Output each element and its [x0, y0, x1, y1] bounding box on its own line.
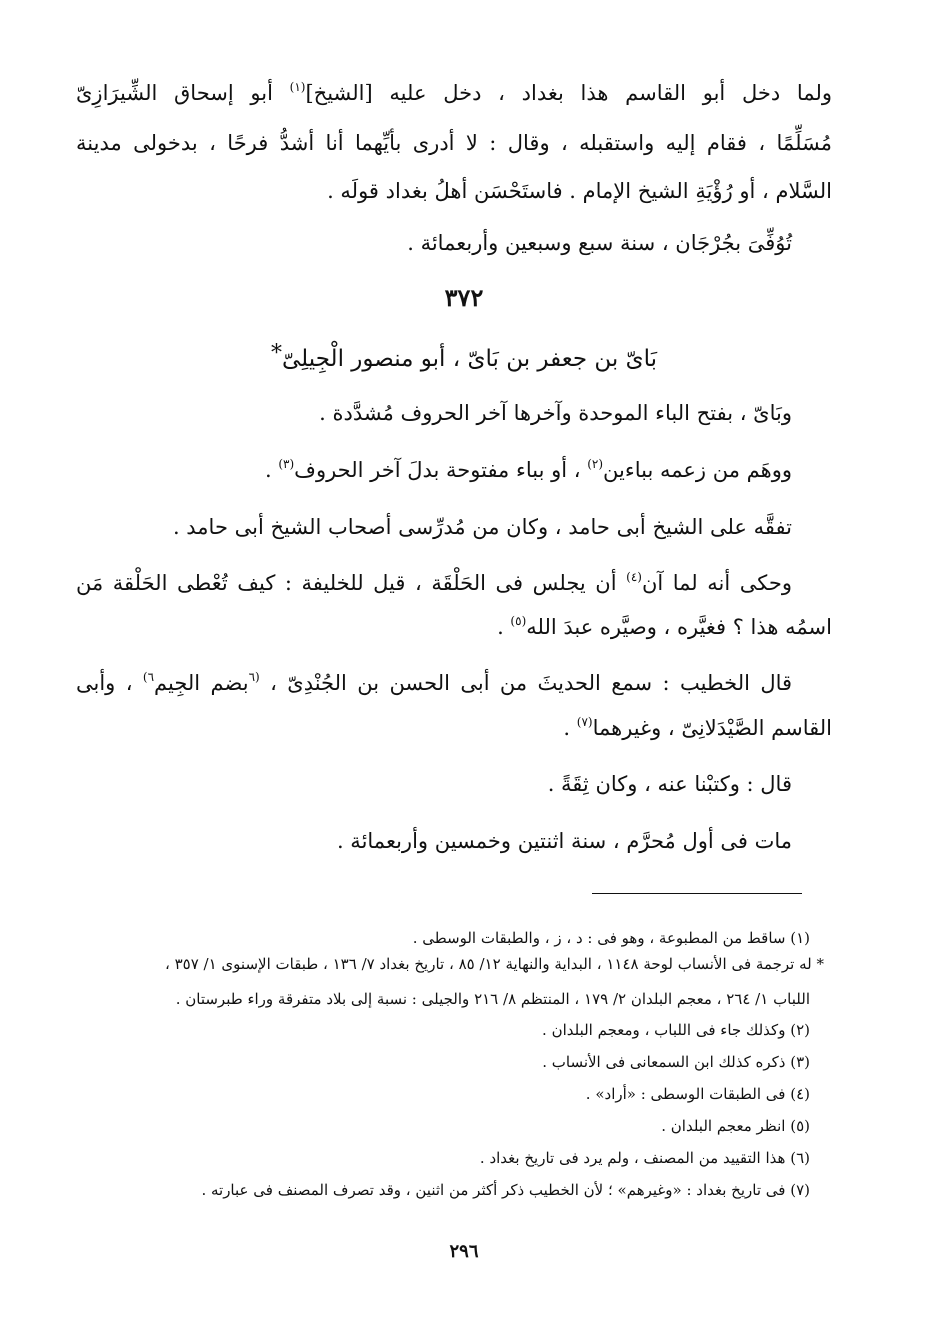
footnote-ref-2: (٢)	[587, 457, 604, 471]
entry-number: ٣٧٢	[444, 283, 484, 312]
entry-paragraph-4-line-1: وحكى أنه لما آن$^{(٤)}$ أن يجلس فى الحَلْقَة ، قيل للخليفة : كيف تُعْطى الحَلْقة مَن	[76, 570, 792, 595]
entry-paragraph-6: قال : وكتبْنا عنه ، وكان ثِقَةً .	[547, 772, 792, 796]
entry-paragraph-2: ووهَم من زعمه بباءين$^{(٢)}$ ، أو بباء مفتوحة بدلَ آخر الحروف$^{(٣)}$ .	[264, 457, 792, 482]
footnote-ref-7: (٧)	[576, 715, 593, 729]
prev-entry-line-1: ولما دخل أبو القاسم هذا بغداد ، دخل عليه [الشيخ]$^{(١)}$ أبو إسحاق الشِّيرَازِىّ	[76, 80, 832, 105]
entry-paragraph-5-line-2: القاسم الصَّيْدَلانِىّ ، وغيرهما$^{(٧)}$ .	[563, 715, 832, 740]
footnote-4: (٤) فى الطبقات الوسطى : «أراد» .	[585, 1085, 810, 1103]
footnote-3: (٣) ذكره كذلك ابن السمعانى فى الأنساب .	[542, 1053, 810, 1071]
footnote-ref-4: (٤)	[626, 570, 642, 584]
footnote-ref-6-close: ٦)	[142, 670, 155, 684]
entry-title: بَاىّ بن جعفر بن بَاىّ ، أبو منصور الْجِيلِىّ*	[270, 341, 658, 372]
entry-paragraph-7: مات فى أول مُحرَّم ، سنة اثنتين وخمسين وأربعمائة .	[336, 829, 792, 853]
footnote-5: (٥) انظر معجم البلدان .	[661, 1117, 810, 1135]
footnote-star-line-1: * له ترجمة فى الأنساب لوحة ١١٤٨ ، البداية والنهاية ١٢/ ٨٥ ، تاريخ بغداد ٧/ ١٣٦ ، طبقات الإسنوى ١/ ٣٥٧ ،	[164, 955, 824, 973]
entry-title-footnote-star: *	[270, 341, 282, 366]
page-number: ٢٩٦	[449, 1241, 479, 1262]
prev-entry-death-note: تُوُفِّىَ بجُرْجَان ، سنة سبع وسبعين وأربعمائة .	[407, 231, 792, 255]
footnote-ref-5: (٥)	[510, 614, 527, 628]
footnote-ref-6-open: (٦	[248, 670, 260, 684]
entry-paragraph-1: وبَاىّ ، بفتح الباء الموحدة وآخرها آخر الحروف مُشدَّدة .	[319, 401, 792, 425]
footnote-separator	[592, 893, 802, 894]
footnote-7: (٧) فى تاريخ بغداد : «وغيرهم» ؛ لأن الخطيب ذكر أكثر من اثنين ، وقد تصرف المصنف فى عبارته .	[201, 1181, 810, 1199]
footnote-6: (٦) هذا التقييد من المصنف ، ولم يرد فى تاريخ بغداد .	[479, 1149, 810, 1167]
prev-entry-line-3: السَّلام ، أو رُؤْيَةِ الشيخ الإمام . فاستَحْسَن أهلُ بغداد قولَه .	[327, 179, 832, 203]
entry-paragraph-3: تفقَّه على الشيخ أبى حامد ، وكان من مُدرِّسى أصحاب الشيخ أبى حامد .	[172, 515, 792, 539]
footnote-star-line-2: اللباب ١/ ٢٦٤ ، معجم البلدان ٢/ ١٧٩ ، المنتظم ٨/ ٢١٦ والجيلى : نسبة إلى بلاد متفرقة وراء طبرستان .	[175, 990, 810, 1008]
entry-paragraph-4-line-2: اسمُه هذا ؟ فغيَّره ، وصيَّره عبدَ الله$^{(٥)}$ .	[497, 614, 832, 639]
footnote-2: (٢) وكذلك جاء فى اللباب ، ومعجم البلدان .	[542, 1021, 810, 1039]
footnote-ref-3: (٣)	[278, 457, 295, 471]
prev-entry-line-2: مُسَلِّمًا ، فقام إليه واستقبله ، وقال : لا أدرى بأيِّهما أنا أشدُّ فرحًا ، بدخولى مدينة	[76, 131, 832, 155]
footnote-ref-1: (١)	[289, 80, 306, 94]
footnote-1: (١) ساقط من المطبوعة ، وهو فى : د ، ز ، والطبقات الوسطى .	[412, 929, 810, 947]
entry-paragraph-5-line-1: قال الخطيب : سمع الحديثَ من أبى الحسن بن الجُنْدِىّ ، $^{(٦}$بضم الجِيم$^{٦)}$ ، وأبى	[76, 670, 793, 695]
